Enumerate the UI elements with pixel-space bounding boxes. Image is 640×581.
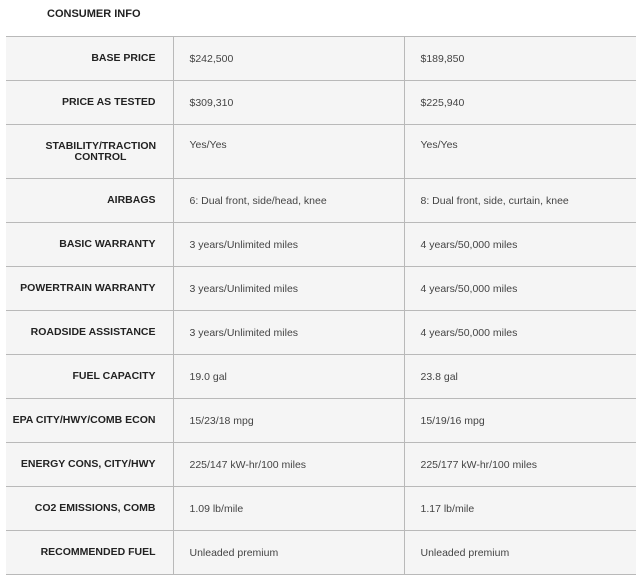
value-car-a: $242,500 <box>173 37 404 81</box>
row-label: AIRBAGS <box>6 179 173 223</box>
row-label-text: STABILITY/TRACTION CONTROL <box>45 139 157 163</box>
table-row <box>6 311 636 355</box>
value-car-b: 15/19/16 mpg <box>404 399 636 443</box>
table-row <box>6 443 636 487</box>
value-car-a: 19.0 gal <box>173 355 404 399</box>
row-label: PRICE AS TESTED <box>6 81 173 125</box>
value-car-a: 225/147 kW-hr/100 miles <box>173 443 404 487</box>
value-car-b: $189,850 <box>404 37 636 81</box>
table-row <box>6 267 636 311</box>
consumer-info-table <box>6 36 636 575</box>
value-car-b: 8: Dual front, side, curtain, knee <box>404 179 636 223</box>
table-row <box>6 179 636 223</box>
row-label: BASE PRICE <box>6 37 173 81</box>
value-car-a: 1.09 lb/mile <box>173 487 404 531</box>
value-car-a: 3 years/Unlimited miles <box>173 311 404 355</box>
value-car-a: 3 years/Unlimited miles <box>173 223 404 267</box>
value-car-b: Unleaded premium <box>404 531 636 575</box>
row-label: ENERGY CONS, CITY/HWY <box>6 443 173 487</box>
value-car-a: $309,310 <box>173 81 404 125</box>
value-car-a: 3 years/Unlimited miles <box>173 267 404 311</box>
value-car-b: Yes/Yes <box>404 125 636 179</box>
table-row <box>6 37 636 81</box>
section-title: CONSUMER INFO <box>47 8 141 20</box>
row-label: POWERTRAIN WARRANTY <box>6 267 173 311</box>
value-car-b: 1.17 lb/mile <box>404 487 636 531</box>
table-row <box>6 531 636 575</box>
table-row <box>6 81 636 125</box>
row-label: BASIC WARRANTY <box>6 223 173 267</box>
row-label <box>6 125 173 179</box>
value-car-b: 225/177 kW-hr/100 miles <box>404 443 636 487</box>
value-car-b: $225,940 <box>404 81 636 125</box>
value-car-b: 4 years/50,000 miles <box>404 267 636 311</box>
row-label: EPA CITY/HWY/COMB ECON <box>6 399 173 443</box>
row-label: RECOMMENDED FUEL <box>6 531 173 575</box>
value-car-b: 4 years/50,000 miles <box>404 223 636 267</box>
value-car-b: 4 years/50,000 miles <box>404 311 636 355</box>
value-car-a: 15/23/18 mpg <box>173 399 404 443</box>
row-label: ROADSIDE ASSISTANCE <box>6 311 173 355</box>
row-label: CO2 EMISSIONS, COMB <box>6 487 173 531</box>
value-car-a: Unleaded premium <box>173 531 404 575</box>
table-row <box>6 223 636 267</box>
value-car-b: 23.8 gal <box>404 355 636 399</box>
value-car-a: Yes/Yes <box>173 125 404 179</box>
row-label: FUEL CAPACITY <box>6 355 173 399</box>
table-row <box>6 399 636 443</box>
value-car-a: 6: Dual front, side/head, knee <box>173 179 404 223</box>
table-row <box>6 125 636 179</box>
table-row <box>6 487 636 531</box>
table-row <box>6 355 636 399</box>
